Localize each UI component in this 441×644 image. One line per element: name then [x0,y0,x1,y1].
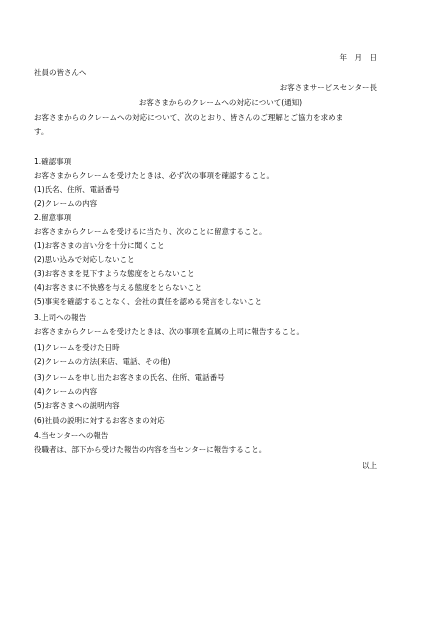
section-heading-report-to-center: 4.当センターへの報告 [34,431,109,440]
document-intro-line-2: す。 [34,127,49,136]
list-item: (5)事実を確認することなく、会社の責任を認める発言をしないこと [34,297,262,306]
document-title: お客さまからのクレームへの対応について(通知) [138,98,303,107]
list-item: (3)クレームを申し出たお客さまの氏名、住所、電話番号 [34,373,225,382]
list-item: (3)お客さまを見下すような態度をとらないこと [34,269,195,278]
body-line: お客さまからクレームを受けたときは、次の事項を直属の上司に報告すること。 [34,327,304,336]
list-item: (4)お客さまに不快感を与える態度をとらないこと [34,283,203,292]
list-item: (1)お客さまの言い分を十分に聞くこと [34,241,165,250]
list-item: (1)クレームを受けた日時 [34,343,120,352]
section-heading-attention: 2.留意事項 [34,213,72,222]
document-sender: お客さまサービスセンター長 [279,83,377,92]
document-addressee: 社員の皆さんへ [34,68,87,77]
list-item: (5)お客さまへの説明内容 [34,401,120,410]
list-item: (2)思い込みで対応しないこと [34,255,135,264]
document-closing: 以上 [362,461,377,470]
list-item: (4)クレームの内容 [34,387,98,396]
body-line: お客さまからクレームを受けるに当たり、次のことに留意すること。 [34,227,267,236]
section-heading-report-to-supervisor: 3.上司への報告 [34,313,87,322]
list-item: (2)クレームの方法(来店、電話、その他) [34,357,171,366]
list-item: (6)社員の説明に対するお客さまの対応 [34,416,165,425]
body-line: 役職者は、部下から受けた報告の内容を当センターに報告すること。 [34,445,267,454]
section-heading-confirmation: 1.確認事項 [34,157,72,166]
list-item: (1)氏名、住所、電話番号 [34,185,120,194]
document-date: 年 月 日 [339,53,377,62]
list-item: (2)クレームの内容 [34,199,98,208]
document-intro-line-1: お客さまからのクレームへの対応について、次のとおり、皆さんのご理解とご協力を求めま [34,113,344,122]
body-line: お客さまからクレームを受けたときは、必ず次の事項を確認すること。 [34,171,274,180]
